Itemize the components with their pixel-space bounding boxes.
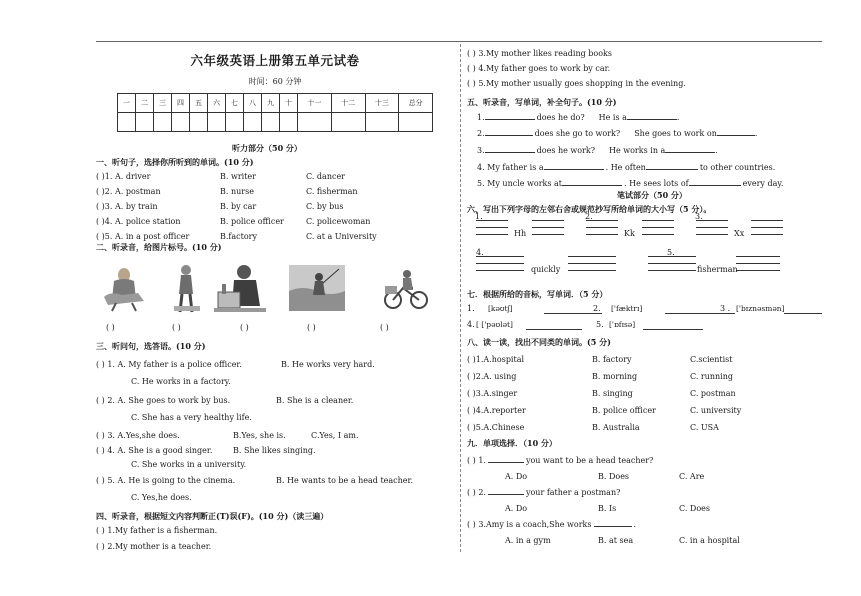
sec6-word: quickly bbox=[531, 265, 561, 274]
listening-header: 听力部分（50 分） bbox=[232, 143, 302, 153]
score-input-cell[interactable] bbox=[226, 113, 244, 132]
sec5-text: does he work? bbox=[536, 146, 596, 155]
sec6-letter: Hh bbox=[514, 229, 527, 238]
sec3-option-b: B.Yes, she is. bbox=[233, 431, 286, 440]
sec5-text: 3. bbox=[477, 146, 485, 155]
score-input-cell[interactable] bbox=[154, 113, 172, 132]
sec8-option-a: ( )3.A.singer bbox=[467, 389, 518, 398]
sec9-option-a: A. Do bbox=[505, 472, 528, 481]
sec6-word: fisherman bbox=[697, 265, 738, 274]
writing-line bbox=[648, 257, 696, 264]
exam-time: 时间：60 分钟 bbox=[248, 77, 302, 86]
sec6-letter: Xx bbox=[734, 229, 745, 238]
writing-lines[interactable] bbox=[736, 250, 780, 271]
sec5-text: 2. bbox=[477, 129, 485, 138]
sec8-option-c: C. university bbox=[690, 406, 742, 415]
sec7-number: 2. bbox=[593, 304, 601, 313]
sec3-option-a: ( ) 3. A.Yes,she does. bbox=[96, 431, 180, 440]
sec3-option-a: ( ) 5. A. He is going to the cinema. bbox=[96, 476, 236, 485]
score-input-cell[interactable] bbox=[280, 113, 298, 132]
writing-line bbox=[736, 250, 780, 257]
score-header-cell: 十 bbox=[280, 94, 298, 113]
sec6-number: 4. bbox=[476, 248, 484, 257]
sec4-statement: ( ) 4.My father goes to work by car. bbox=[467, 64, 611, 73]
picture-3-scientist-icon bbox=[214, 262, 266, 314]
answer-blank[interactable] bbox=[665, 152, 715, 153]
sec6-number: 3. bbox=[695, 212, 703, 221]
sec3-option-b: B. He wants to be a head teacher. bbox=[276, 476, 414, 485]
sec8-option-b: B. police officer bbox=[592, 406, 656, 415]
answer-blank[interactable] bbox=[689, 185, 741, 186]
sec5-text: 1. bbox=[477, 113, 485, 122]
score-header-cell: 一 bbox=[118, 94, 136, 113]
writing-line bbox=[568, 264, 616, 271]
sec9-option-b: B. at sea bbox=[598, 536, 634, 545]
sec9-option-a: A. Do bbox=[505, 504, 528, 513]
answer-blank[interactable] bbox=[717, 135, 755, 136]
score-input-cell[interactable] bbox=[118, 113, 136, 132]
picture-answer-blank[interactable]: ( ) bbox=[106, 323, 115, 332]
sec1-option-c: C. at a University bbox=[306, 232, 377, 241]
picture-5-postman-bike-icon bbox=[383, 268, 429, 310]
sec4-statement: ( ) 5.My mother usually goes shopping in the evening. bbox=[467, 79, 686, 88]
sec3-option-c: C. Yes,he does. bbox=[131, 493, 192, 502]
sec8-option-b: B. singing bbox=[592, 389, 633, 398]
sec3-option-c: C. She has a very healthy life. bbox=[131, 413, 252, 422]
sec9-text: ( ) 2. bbox=[467, 488, 486, 497]
score-input-cell[interactable] bbox=[365, 113, 399, 132]
sec8-option-c: C.scientist bbox=[690, 355, 733, 364]
answer-blank[interactable] bbox=[627, 119, 677, 120]
sec9-text: your father a postman? bbox=[525, 488, 621, 497]
sec9-text: . bbox=[633, 520, 637, 529]
score-header-cell: 十一 bbox=[298, 94, 332, 113]
score-input-cell[interactable] bbox=[136, 113, 154, 132]
score-header-cell: 五 bbox=[190, 94, 208, 113]
answer-blank[interactable] bbox=[485, 135, 533, 136]
sec5-sentence bbox=[477, 129, 757, 138]
sec1-option-c: C. policewoman bbox=[306, 217, 371, 226]
sec3-title: 三、听问句，选答语。(10 分) bbox=[96, 341, 206, 351]
sec3-option-b: B. He works very hard. bbox=[281, 360, 375, 369]
answer-blank[interactable] bbox=[646, 169, 698, 170]
score-header-cell: 四 bbox=[172, 94, 190, 113]
sec9-answer-blank[interactable] bbox=[488, 462, 524, 463]
sec3-option-a: ( ) 1. A. My father is a police officer. bbox=[96, 360, 242, 369]
writing-line bbox=[696, 228, 728, 235]
picture-answer-blank[interactable]: ( ) bbox=[240, 323, 249, 332]
sec9-option-b: B. Does bbox=[598, 472, 630, 481]
sec7-phonetic: [kəʊtʃ] bbox=[488, 304, 513, 313]
sec6-number: 5. bbox=[667, 248, 675, 257]
sec9-option-c: C. Are bbox=[679, 472, 705, 481]
sec8-option-c: C. postman bbox=[690, 389, 736, 398]
sec1-option-a: ( )5. A. in a post officer bbox=[96, 232, 190, 241]
sec5-text: does he do? bbox=[536, 113, 585, 122]
writing-lines[interactable] bbox=[568, 250, 616, 271]
written-header: 笔试部分（50 分） bbox=[617, 190, 687, 200]
picture-answer-blank[interactable]: ( ) bbox=[307, 323, 316, 332]
sec5-text: He works in a bbox=[609, 146, 666, 155]
sec8-title: 八、读一读，找出不同类的单词。(5 分) bbox=[467, 337, 611, 347]
picture-answer-blank[interactable]: ( ) bbox=[172, 323, 181, 332]
score-table bbox=[117, 93, 433, 132]
sec8-option-a: ( )5.A.Chinese bbox=[467, 423, 525, 432]
writing-line bbox=[642, 228, 674, 235]
sec7-answer-blank[interactable] bbox=[784, 313, 822, 314]
sec7-answer-blank[interactable] bbox=[643, 329, 703, 330]
sec5-text: to other countries. bbox=[699, 163, 776, 172]
writing-line bbox=[476, 257, 524, 264]
sec1-option-a: ( )1. A. driver bbox=[96, 172, 151, 181]
sec5-text: She goes to work on bbox=[634, 129, 717, 138]
sec9-question bbox=[467, 456, 653, 465]
writing-lines[interactable] bbox=[532, 214, 564, 235]
sec3-option-c: C. He works in a factory. bbox=[131, 377, 231, 386]
sec8-option-c: C. USA bbox=[690, 423, 719, 432]
sec5-text: every day. bbox=[742, 179, 784, 188]
sec5-text: He is a bbox=[598, 113, 627, 122]
writing-line bbox=[751, 228, 783, 235]
sec4-title: 四、听录音，根据短文内容判断正(T)误(F)。(10 分)（读三遍） bbox=[96, 511, 329, 521]
score-input-cell[interactable] bbox=[208, 113, 226, 132]
sec5-title: 五、听录音，写单词，补全句子。(10 分) bbox=[467, 97, 617, 107]
score-input-cell[interactable] bbox=[172, 113, 190, 132]
sec3-option-b: B. She is a cleaner. bbox=[276, 396, 354, 405]
writing-line bbox=[586, 221, 618, 228]
sec8-option-c: C. running bbox=[690, 372, 734, 381]
sec4-statement: ( ) 1.My father is a fisherman. bbox=[96, 526, 218, 535]
writing-lines[interactable] bbox=[642, 214, 674, 235]
sec1-option-a: ( )4. A. police station bbox=[96, 217, 181, 226]
sec8-option-a: ( )2.A. using bbox=[467, 372, 517, 381]
sec5-text: . bbox=[754, 129, 758, 138]
sec9-option-c: C. Does bbox=[679, 504, 710, 513]
writing-line bbox=[532, 221, 564, 228]
sec3-option-a: ( ) 2. A. She goes to work by bus. bbox=[96, 396, 231, 405]
picture-answer-blank[interactable]: ( ) bbox=[380, 323, 389, 332]
score-header-cell: 总分 bbox=[399, 94, 433, 113]
score-header-cell: 八 bbox=[244, 94, 262, 113]
sec7-title: 七．根据所给的音标，写单词．（5 分） bbox=[467, 289, 608, 299]
writing-line bbox=[751, 221, 783, 228]
score-header-cell: 十二 bbox=[331, 94, 365, 113]
picture-4-fisherman-icon bbox=[289, 265, 345, 311]
sec7-phonetic: [ ['pəʊlət] bbox=[476, 320, 513, 329]
writing-line bbox=[736, 264, 780, 271]
writing-line bbox=[642, 221, 674, 228]
sec1-option-c: C. fisherman bbox=[306, 187, 358, 196]
sec6-number: 2. bbox=[585, 212, 593, 221]
writing-line bbox=[476, 228, 508, 235]
score-header-cell: 三 bbox=[154, 94, 172, 113]
sec7-number: 3 . bbox=[720, 304, 731, 313]
sec1-option-b: B. police officer bbox=[220, 217, 284, 226]
writing-line bbox=[736, 257, 780, 264]
writing-line bbox=[532, 228, 564, 235]
sec7-answer-blank[interactable] bbox=[526, 329, 582, 330]
sec6-number: 1. bbox=[475, 212, 483, 221]
sec5-sentence bbox=[477, 146, 718, 155]
sec9-title: 九．单项选择．（10 分） bbox=[467, 438, 557, 448]
sec5-sentence bbox=[477, 113, 679, 122]
sec6-letter: Kk bbox=[624, 229, 635, 238]
score-input-cell[interactable] bbox=[262, 113, 280, 132]
sec7-phonetic: ['ɒfɪsə] bbox=[609, 320, 636, 329]
sec4-statement: ( ) 3.My mother likes reading books bbox=[467, 49, 612, 58]
sec5-text: . He often bbox=[605, 163, 646, 172]
writing-line bbox=[568, 257, 616, 264]
sec1-option-b: B. writer bbox=[220, 172, 256, 181]
sec7-phonetic: ['bɪznəsmən] bbox=[736, 304, 785, 313]
score-header-cell: 九 bbox=[262, 94, 280, 113]
writing-line bbox=[476, 264, 524, 271]
sec3-option-b: B. She likes singing. bbox=[233, 446, 316, 455]
score-header-cell: 十三 bbox=[365, 94, 399, 113]
sec5-sentence bbox=[477, 179, 783, 188]
writing-line bbox=[568, 250, 616, 257]
picture-1-woman-icon bbox=[100, 263, 146, 313]
sec9-text: ( ) 3.Amy is a coach,She works bbox=[467, 520, 592, 529]
writing-line bbox=[586, 228, 618, 235]
sec5-text: . bbox=[715, 146, 718, 155]
top-rule bbox=[96, 41, 822, 42]
sec9-option-c: C. in a hospital bbox=[679, 536, 740, 545]
sec7-answer-blank[interactable] bbox=[544, 313, 602, 314]
sec9-question bbox=[467, 488, 620, 497]
sec9-text: you want to be a head teacher? bbox=[525, 456, 654, 465]
sec7-number: 4. bbox=[467, 320, 475, 329]
score-input-cell[interactable] bbox=[331, 113, 365, 132]
sec3-option-c: C. She works in a university. bbox=[131, 460, 247, 469]
column-divider bbox=[460, 44, 461, 552]
writing-line bbox=[532, 214, 564, 221]
score-input-cell[interactable] bbox=[244, 113, 262, 132]
writing-line bbox=[751, 214, 783, 221]
sec5-text: does she go to work? bbox=[534, 129, 621, 138]
score-input-cell[interactable] bbox=[298, 113, 332, 132]
sec1-option-c: C. dancer bbox=[306, 172, 346, 181]
writing-line bbox=[648, 264, 696, 271]
sec9-option-b: B. Is bbox=[598, 504, 617, 513]
sec7-phonetic: ['fæktrɪ] bbox=[611, 304, 643, 313]
score-input-cell[interactable] bbox=[399, 113, 433, 132]
picture-2-person-icon bbox=[172, 262, 202, 314]
sec6-title: 六、写出下列字母的左邻右舍或规范抄写所给单词的大小写（5 分）。 bbox=[467, 204, 712, 214]
score-input-cell[interactable] bbox=[190, 113, 208, 132]
score-header-cell: 七 bbox=[226, 94, 244, 113]
answer-blank[interactable] bbox=[562, 185, 622, 186]
sec1-option-a: ( )2. A. postman bbox=[96, 187, 161, 196]
score-header-cell: 六 bbox=[208, 94, 226, 113]
page-title: 六年级英语上册第五单元试卷 bbox=[190, 53, 360, 68]
sec7-number: 1. bbox=[467, 304, 475, 313]
sec8-option-a: ( )1.A.hospital bbox=[467, 355, 525, 364]
sec9-text: ( ) 1. bbox=[467, 456, 486, 465]
sec9-answer-blank[interactable] bbox=[594, 526, 632, 527]
sec8-option-a: ( )4.A.reporter bbox=[467, 406, 526, 415]
sec1-option-b: B. by car bbox=[220, 202, 257, 211]
sec5-text: . He sees lots of bbox=[624, 179, 689, 188]
answer-blank[interactable] bbox=[485, 152, 535, 153]
sec5-text: 5. My uncle works at bbox=[477, 179, 563, 188]
sec1-option-b: B. nurse bbox=[220, 187, 254, 196]
sec5-text: . bbox=[676, 113, 680, 122]
writing-line bbox=[696, 221, 728, 228]
sec5-sentence bbox=[477, 163, 775, 172]
sec4-statement: ( ) 2.My mother is a teacher. bbox=[96, 542, 212, 551]
sec1-option-c: C. by bus bbox=[306, 202, 344, 211]
sec9-question bbox=[467, 520, 636, 529]
sec7-answer-blank[interactable] bbox=[665, 313, 735, 314]
writing-line bbox=[476, 221, 508, 228]
sec3-option-a: ( ) 4. A. She is a good singer. bbox=[96, 446, 213, 455]
sec9-option-a: A. in a gym bbox=[505, 536, 551, 545]
answer-blank[interactable] bbox=[544, 169, 604, 170]
sec1-title: 一、听句子，选择你所听到的单词。(10 分) bbox=[96, 157, 254, 167]
sec1-option-b: B.factory bbox=[220, 232, 258, 241]
sec5-text: 4. My father is a bbox=[477, 163, 544, 172]
sec8-option-b: B. factory bbox=[592, 355, 632, 364]
sec3-option-c: C.Yes, I am. bbox=[311, 431, 359, 440]
sec2-title: 二、听录音，给图片标号。(10 分) bbox=[96, 242, 222, 252]
sec1-option-a: ( )3. A. by train bbox=[96, 202, 158, 211]
writing-line bbox=[642, 214, 674, 221]
sec8-option-b: B. Australia bbox=[592, 423, 640, 432]
sec8-option-b: B. morning bbox=[592, 372, 638, 381]
score-header-cell: 二 bbox=[136, 94, 154, 113]
sec9-answer-blank[interactable] bbox=[488, 494, 524, 495]
sec7-number: 5. bbox=[596, 320, 604, 329]
writing-lines[interactable] bbox=[751, 214, 783, 235]
answer-blank[interactable] bbox=[485, 119, 535, 120]
